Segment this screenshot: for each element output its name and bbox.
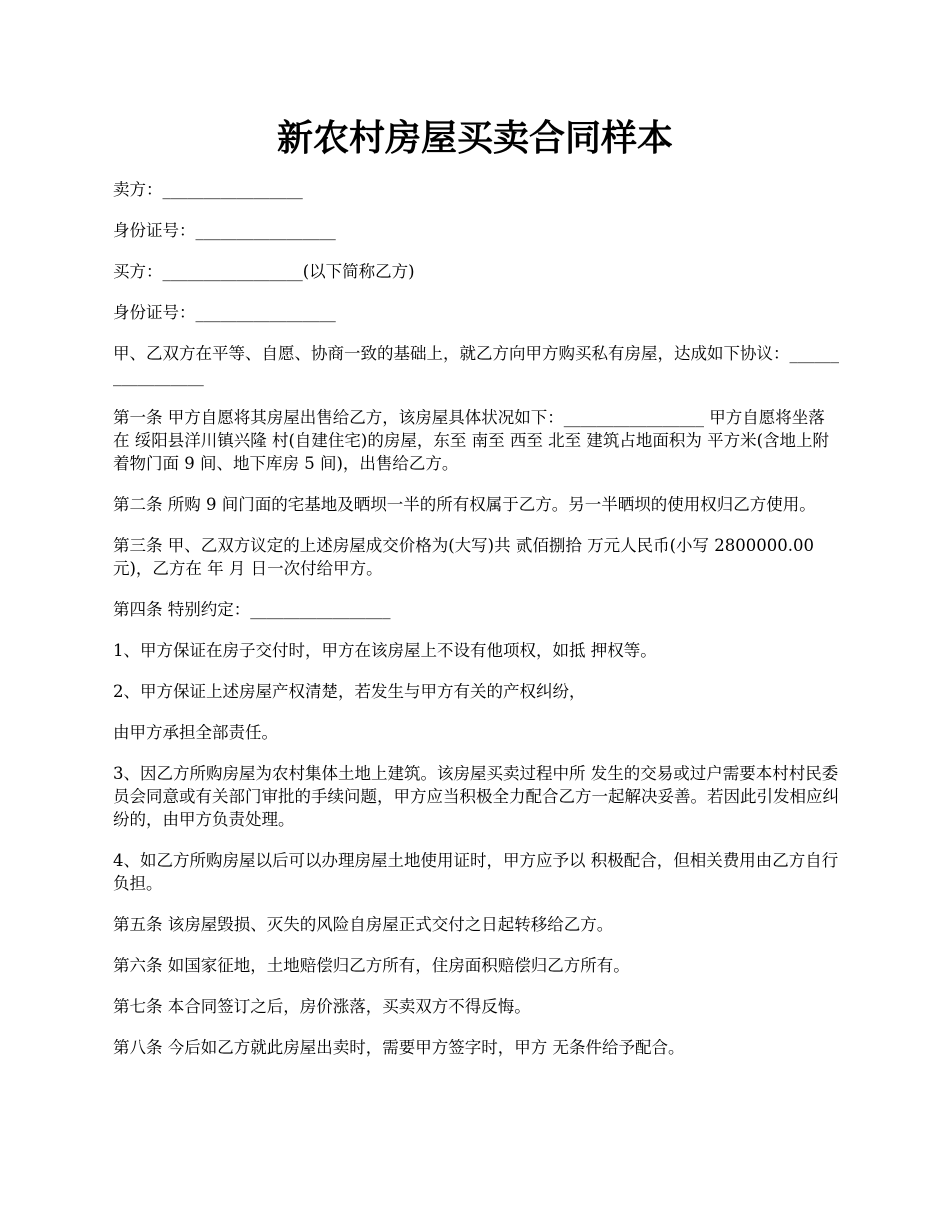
buyer-line: 买方：_________________(以下简称乙方) (113, 262, 415, 281)
clause-3: 3、因乙方所购房屋为农村集体土地上建筑。该房屋买卖过程中所 发生的交易或过户需要本村村民委员会同意或有关部门审批的手续问题，甲方应当积极全力配合乙方一起解决妥善。若因此引发相应纠纷的，由甲方负责处理。 (113, 764, 839, 829)
article-2: 第二条 所购 9 间门面的宅基地及晒坝一半的所有权属于乙方。另一半晒坝的使用权归乙方使用。 (113, 495, 816, 514)
article-1: 第一条 甲方自愿将其房屋出售给乙方，该房屋具体状况如下：_________________ 甲方自愿将坐落在 绥阳县洋川镇兴隆 村(自建住宅)的房屋，东至 南至 西至 北至 建筑占地面积为 平方米(含地上附着物门面 9 间、地下库房 5 间)，出售给乙方。 (113, 408, 830, 473)
clause-1: 1、甲方保证在房子交付时，甲方在该房屋上不设有他项权，如抵 押权等。 (113, 641, 657, 660)
article-5: 第五条 该房屋毁损、灭失的风险自房屋正式交付之日起转移给乙方。 (113, 915, 614, 934)
article-3: 第三条 甲、乙双方议定的上述房屋成交价格为(大写)共 贰佰捌拾 万元人民币(小写 2800000.00 元)，乙方在 年 月 日一次付给甲方。 (113, 536, 815, 578)
buyer-id-line: 身份证号：_________________ (113, 303, 336, 322)
article-4: 第四条 特别约定：_________________ (113, 600, 391, 619)
clause-2-continued: 由甲方承担全部责任。 (113, 723, 278, 742)
contract-body (113, 178, 839, 1077)
article-7: 第七条 本合同签订之后，房价涨落，买卖双方不得反悔。 (113, 997, 531, 1016)
article-8: 第八条 今后如乙方就此房屋出卖时，需要甲方签字时，甲方 无条件给予配合。 (113, 1038, 685, 1057)
document-title: 新农村房屋买卖合同样本 (276, 117, 673, 159)
article-6: 第六条 如国家征地，土地赔偿归乙方所有，住房面积赔偿归乙方所有。 (113, 956, 630, 975)
clause-2: 2、甲方保证上述房屋产权清楚，若发生与甲方有关的产权纠纷， (113, 682, 586, 701)
seller-id-line: 身份证号：_________________ (113, 221, 336, 240)
seller-line: 卖方：_________________ (113, 180, 303, 199)
clause-4: 4、如乙方所购房屋以后可以办理房屋土地使用证时，甲方应予以 积极配合，但相关费用由乙方自行负担。 (113, 851, 839, 893)
preamble-paragraph: 甲、乙双方在平等、自愿、协商一致的基础上，就乙方向甲方购买私有房屋，达成如下协议：_________________ (113, 344, 839, 386)
